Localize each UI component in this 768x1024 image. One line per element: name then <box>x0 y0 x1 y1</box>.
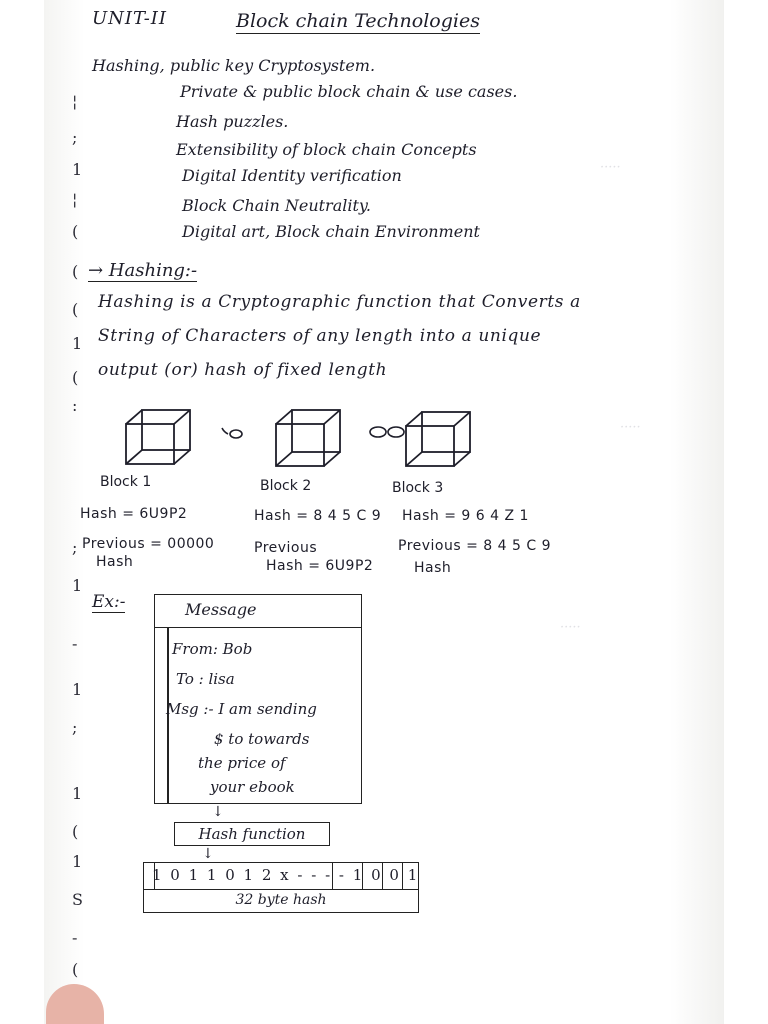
block-1-cube-icon <box>126 410 190 464</box>
previous-hash: Previous = 00000 <box>82 536 215 552</box>
margin-mark: S <box>72 890 83 909</box>
message-box <box>154 594 362 804</box>
example-label: Ex:- <box>92 592 126 612</box>
block-hash: Hash = 8 4 5 C 9 <box>254 508 382 524</box>
margin-mark: ( <box>72 262 79 281</box>
hash-function-box: Hash function <box>174 822 330 846</box>
margin-mark: 1 <box>72 852 83 871</box>
unit-heading: UNIT-II <box>92 8 168 29</box>
topic-item: Extensibility of block chain Concepts <box>176 140 477 159</box>
topic-item: Digital art, Block chain Environment <box>182 222 480 241</box>
topic-item: Hash puzzles. <box>176 112 289 131</box>
photo-edge-left <box>0 0 44 1024</box>
message-line: the price of <box>198 754 286 772</box>
previous-hash-label: Hash <box>96 554 134 570</box>
down-arrow-icon: ↓ <box>202 846 214 862</box>
margin-mark: ; <box>72 128 78 147</box>
block-hash: Hash = 6U9P2 <box>80 506 188 522</box>
margin-mark: 1 <box>72 784 83 803</box>
topic-item: Hashing, public key Cryptosystem. <box>92 56 376 75</box>
page-title: Block chain Technologies <box>236 10 480 32</box>
block-label: Block 2 <box>260 478 312 494</box>
margin-mark: ( <box>72 822 79 841</box>
definition-line: Hashing is a Cryptographic function that Converts a <box>98 292 581 312</box>
topic-item: Digital Identity verification <box>182 166 402 185</box>
margin-mark: - <box>72 634 78 653</box>
margin-mark: ( <box>72 960 79 979</box>
margin-mark: : <box>72 396 78 415</box>
margin-mark: 1 <box>72 334 83 353</box>
margin-mark: ( <box>72 222 79 241</box>
previous-hash-label: Hash = 6U9P2 <box>266 558 374 574</box>
margin-mark: 1 <box>72 160 83 179</box>
topic-item: Block Chain Neutrality. <box>182 196 371 215</box>
block-label: Block 3 <box>392 480 444 496</box>
message-line: To : lisa <box>176 670 235 688</box>
margin-mark: - <box>72 928 78 947</box>
down-arrow-icon: ↓ <box>212 804 224 820</box>
block-chain-diagram <box>120 404 520 474</box>
topic-item: Private & public block chain & use cases. <box>180 82 518 101</box>
bit-string: 1 0 1 1 0 1 2 x - - - - 1 0 0 1 <box>152 866 420 884</box>
margin-mark: 1 <box>72 576 83 595</box>
block-2-cube-icon <box>276 410 340 466</box>
message-line: From: Bob <box>172 640 253 658</box>
previous-hash: Previous = 8 4 5 C 9 <box>398 538 552 554</box>
margin-mark: 1 <box>72 680 83 699</box>
message-line: Msg :- I am sending <box>166 700 317 718</box>
section-heading: → Hashing:- <box>88 260 198 281</box>
block-label: Block 1 <box>100 474 152 490</box>
previous-hash: Previous <box>254 540 318 556</box>
block-3-cube-icon <box>406 412 470 466</box>
hash-output-label: 32 byte hash <box>143 888 419 913</box>
margin-mark: ; <box>72 538 78 557</box>
previous-hash-label: Hash <box>414 560 452 576</box>
block-hash: Hash = 9 6 4 Z 1 <box>402 508 529 524</box>
margin-mark: ¦ <box>72 92 78 111</box>
photo-edge-right <box>724 0 768 1024</box>
chain-link-icon <box>370 427 404 437</box>
message-line: $ to towards <box>214 730 310 748</box>
definition-line: String of Characters of any length into a unique <box>98 326 542 346</box>
message-line: your ebook <box>210 778 295 796</box>
margin-mark: ( <box>72 300 79 319</box>
definition-line: output (or) hash of fixed length <box>98 360 388 380</box>
margin-mark: ¦ <box>72 190 78 209</box>
message-title: Message <box>185 600 257 619</box>
margin-mark: ; <box>72 718 78 737</box>
chain-link-icon <box>222 428 242 438</box>
margin-mark: ( <box>72 368 79 387</box>
